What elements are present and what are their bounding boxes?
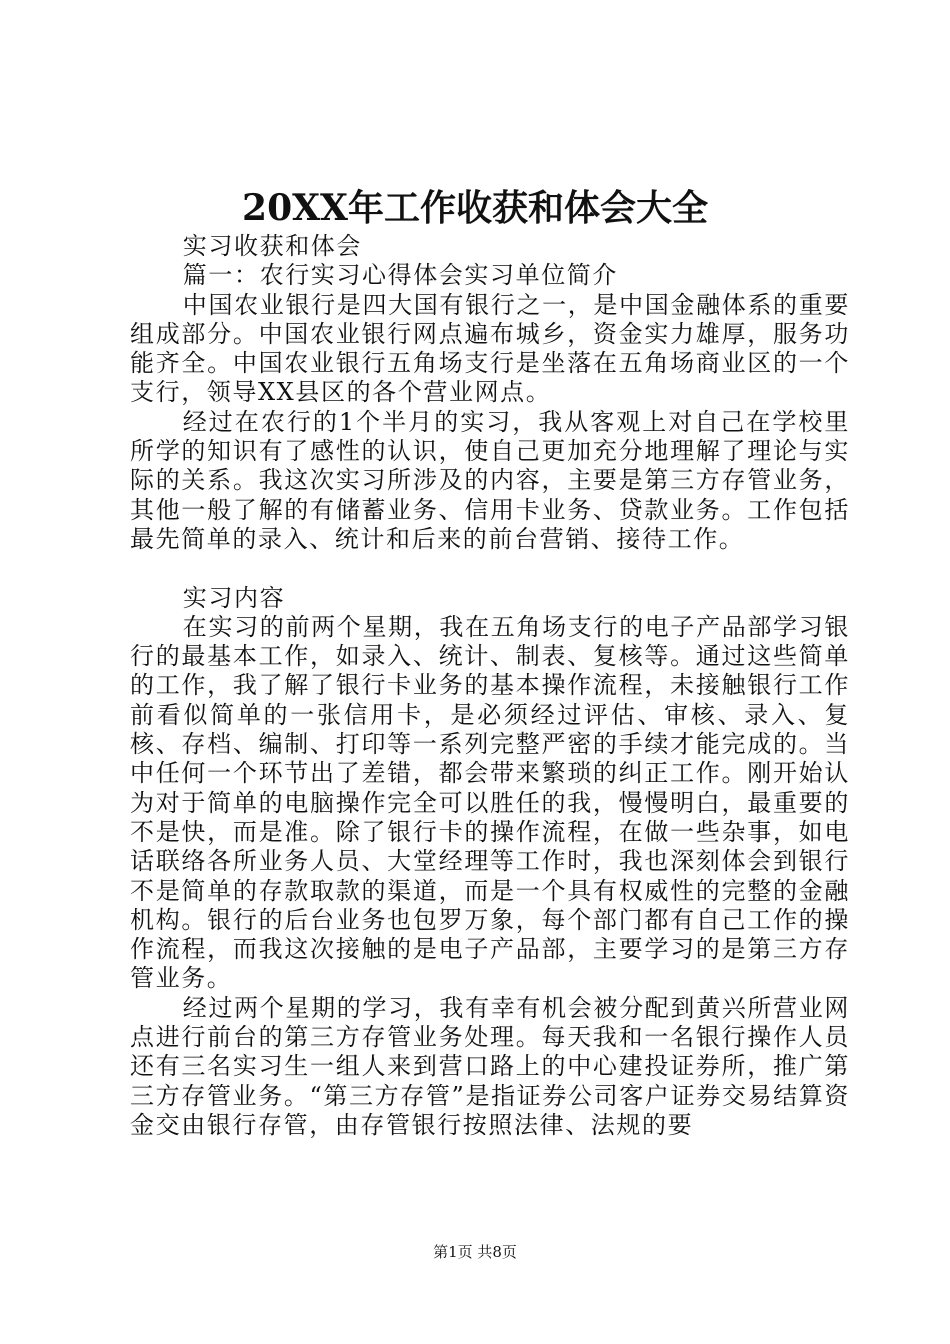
document-title: 20XX年工作收获和体会大全 [242, 187, 708, 229]
blank-line [130, 554, 850, 583]
chapter-heading-abc-internship: 篇一：农行实习心得体会实习单位简介 [182, 261, 618, 290]
document-body [130, 232, 850, 1140]
paragraph-after-two-weeks: 经过两个星期的学习，我有幸有机会被分配到黄兴所营业网点进行前台的第三方存管业务处理。每天我和一名银行操作人员还有三名实习生一组人来到营口路上的中心建投证券所，推广第三方存管业务。“第三方存管”是指证券公司客户证券交易结算资金交由银行存管，由存管银行按照法律、法规的要 [130, 993, 850, 1139]
paragraph-bank-intro: 中国农业银行是四大国有银行之一，是中国金融体系的重要组成部分。中国农业银行网点遍布城乡，资金实力雄厚，服务功能齐全。中国农业银行五角场支行是坐落在五角场商业区的一个支行，领导XX县区的各个营业网点。 [130, 290, 850, 407]
section-heading-internship-content: 实习内容 [182, 583, 286, 612]
section-heading-internship-gains: 实习收获和体会 [182, 232, 362, 260]
paragraph-internship-overview: 经过在农行的1个半月的实习，我从客观上对自己在学校里所学的知识有了感性的认识，使自己更加充分地理解了理论与实际的关系。我这次实习所涉及的内容，主要是第三方存管业务，其他一般了解的有储蓄业务、信用卡业务、贷款业务。工作包括最先简单的录入、统计和后来的前台营销、接待工作。 [130, 407, 850, 553]
paragraph-first-two-weeks: 在实习的前两个星期，我在五角场支行的电子产品部学习银行的最基本工作，如录入、统计、制表、复核等。通过这些简单的工作，我了解了银行卡业务的基本操作流程，未接触银行工作前看似简单的一张信用卡，是必须经过评估、审核、录入、复核、存档、编制、打印等一系列完整严密的手续才能完成的。当中任何一个环节出了差错，都会带来繁琐的纠正工作。刚开始认为对于简单的电脑操作完全可以胜任的我，慢慢明白，最重要的不是快，而是准。除了银行卡的操作流程，在做一些杂事，如电话联络各所业务人员、大堂经理等工作时，我也深刻体会到银行不是简单的存款取款的渠道，而是一个具有权威性的完整的金融机构。银行的后台业务也包罗万象，每个部门都有自己工作的操作流程，而我这次接触的是电子产品部，主要学习的是第三方存管业务。 [130, 612, 850, 993]
page-footer: 第1页 共8页 [433, 1243, 517, 1261]
